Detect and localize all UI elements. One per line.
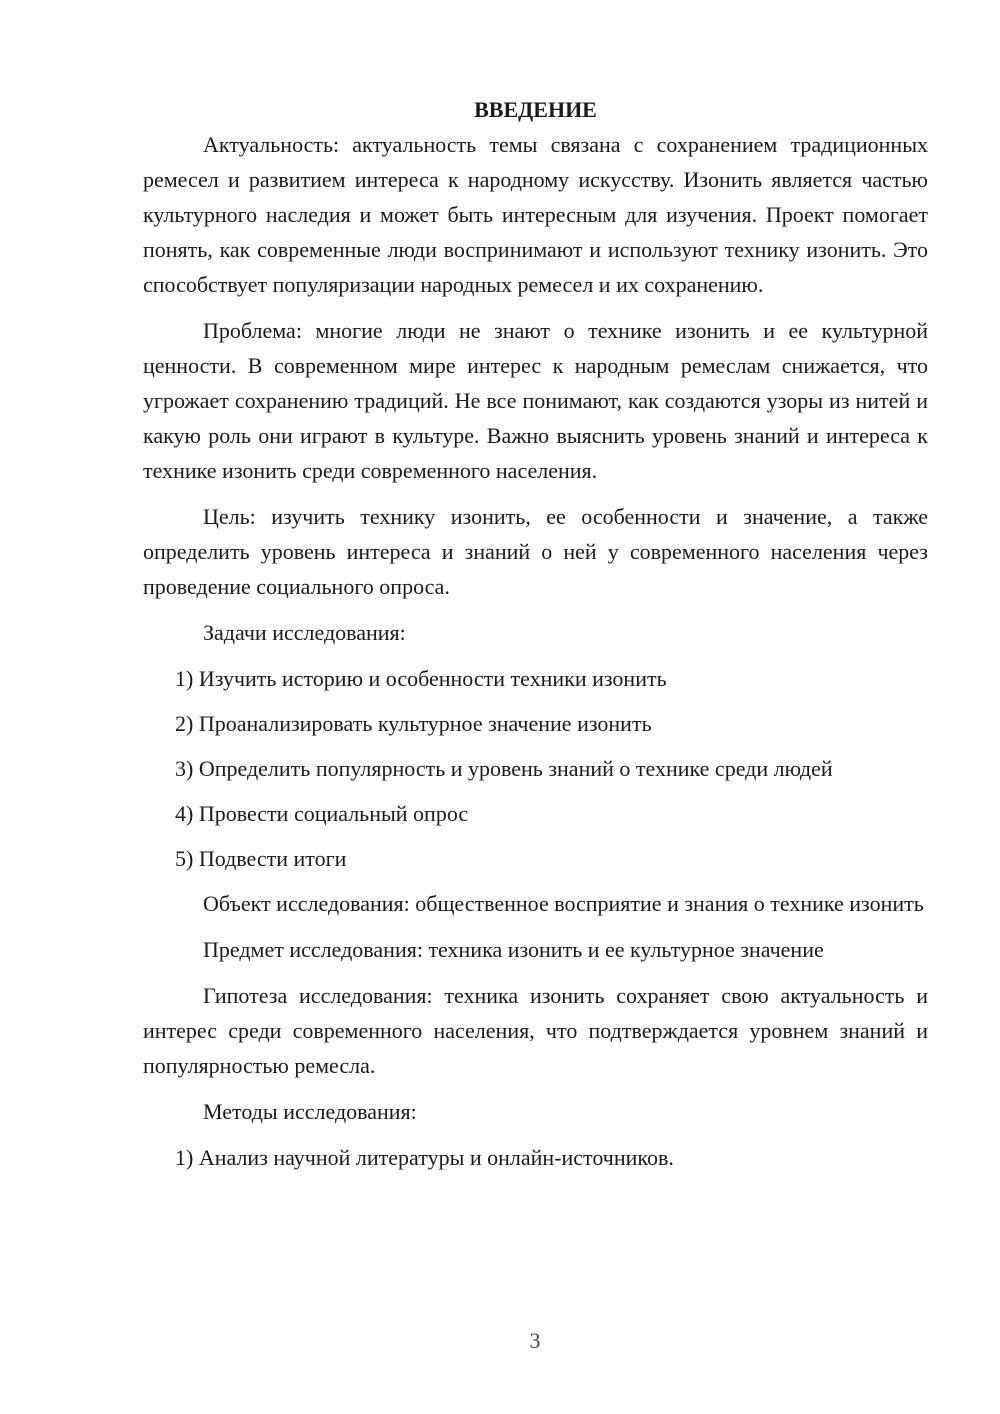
page-title: ВВЕДЕНИЕ	[474, 97, 597, 122]
list-item: 5) Подвести итоги	[175, 846, 347, 871]
page-number: 3	[529, 1328, 541, 1353]
tasks-heading: Задачи исследования:	[203, 620, 406, 645]
methods-list	[143, 1140, 928, 1175]
object-paragraph: Объект исследования: общественное восприятие и знания о технике изонить	[203, 891, 924, 916]
goal-paragraph: Цель: изучить технику изонить, ее особенности и значение, а также определить уровень интереса и знаний о ней у современного населения через проведение социального опроса.	[143, 504, 928, 599]
relevance-paragraph: Актуальность: актуальность темы связана с сохранением традиционных ремесел и развитием интереса к народному искусству. Изонить является частью культурного наследия и может быть интересным для изучения. Проект помогает понять, как современные люди воспринимают и используют технику изонить. Это способствует популяризации народных ремесел и их сохранению.	[143, 132, 928, 297]
tasks-list	[143, 661, 928, 876]
list-item: 2) Проанализировать культурное значение изонить	[175, 711, 652, 736]
list-item: 1) Анализ научной литературы и онлайн-источников.	[175, 1145, 674, 1170]
hypothesis-paragraph: Гипотеза исследования: техника изонить сохраняет свою актуальность и интерес среди современного населения, что подтверждается уровнем знаний и популярностью ремесла.	[143, 983, 928, 1078]
document-page	[143, 92, 928, 1185]
list-item: 1) Изучить историю и особенности техники изонить	[175, 666, 667, 691]
list-item: 4) Провести социальный опрос	[175, 801, 469, 826]
subject-paragraph: Предмет исследования: техника изонить и ее культурное значение	[203, 937, 824, 962]
methods-heading: Методы исследования:	[203, 1099, 417, 1124]
list-item: 3) Определить популярность и уровень знаний о технике среди людей	[175, 756, 833, 781]
problem-paragraph: Проблема: многие люди не знают о технике изонить и ее культурной ценности. В современном мире интерес к народным ремеслам снижается, что угрожает сохранению традиций. Не все понимают, как создаются узоры из нитей и какую роль они играют в культуре. Важно выяснить уровень знаний и интереса к технике изонить среди современного населения.	[143, 318, 928, 483]
